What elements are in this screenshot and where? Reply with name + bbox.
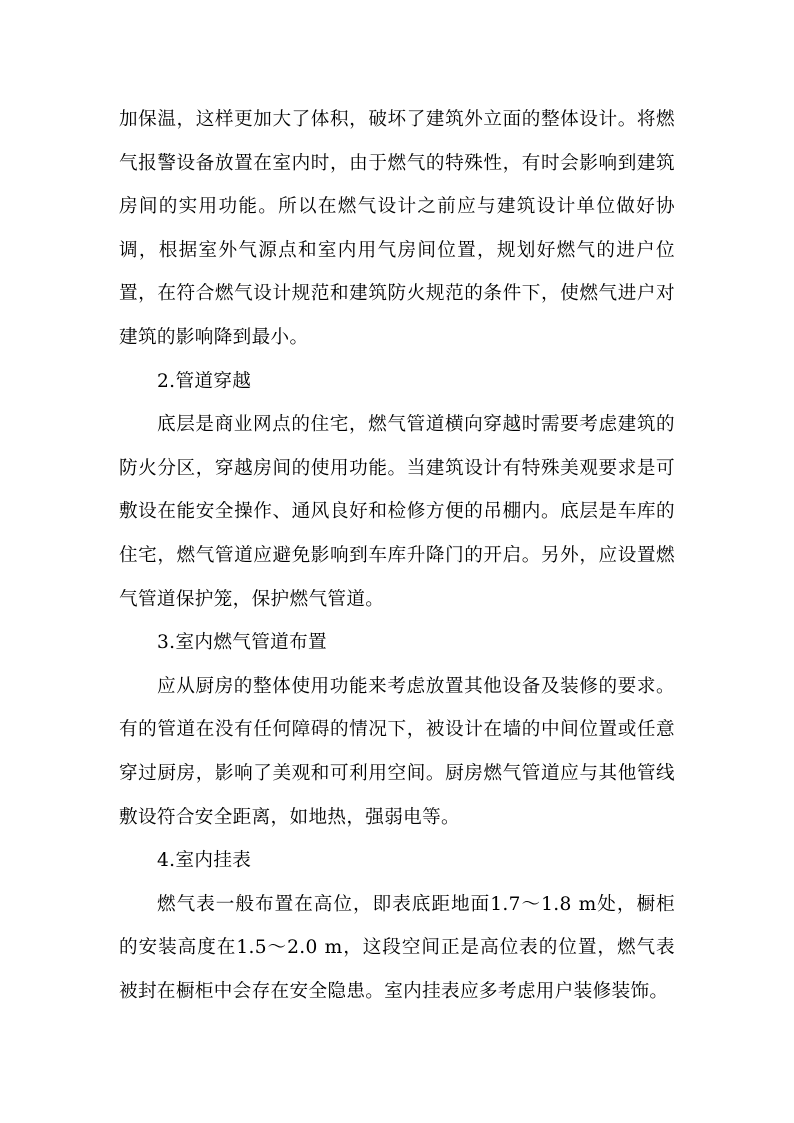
- paragraph-pipe-crossing: 底层是商业网点的住宅，燃气管道横向穿越时需要考虑建筑的防火分区，穿越房间的使用功能。当建筑设计有特殊美观要求是可敷设在能安全操作、通风良好和检修方便的吊棚内。底层是车库的住宅，燃气管道应避免影响到车库升降门的开启。另外，应设置燃气管道保护笼，保护燃气管道。: [119, 414, 675, 610]
- section-heading-3: 3.室内燃气管道布置: [157, 632, 327, 654]
- document-body: [119, 98, 675, 1013]
- section-heading-4: 4.室内挂表: [157, 850, 252, 872]
- paragraph-continuation: 加保温，这样更加大了体积，破坏了建筑外立面的整体设计。将燃气报警设备放置在室内时，由于燃气的特殊性，有时会影响到建筑房间的实用功能。所以在燃气设计之前应与建筑设计单位做好协调，根据室外气源点和室内用气房间位置，规划好燃气的进户位置，在符合燃气设计规范和建筑防火规范的条件下，使燃气进户对建筑的影响降到最小。: [119, 109, 675, 348]
- paragraph-indoor-meter: 燃气表一般布置在高位，即表底距地面1.7～1.8 m处，橱柜的安装高度在1.5～2.0 m，这段空间正是高位表的位置，燃气表被封在橱柜中会存在安全隐患。室内挂表应多考虑用户装修装饰。: [119, 893, 675, 1002]
- paragraph-indoor-pipe-layout: 应从厨房的整体使用功能来考虑放置其他设备及装修的要求。有的管道在没有任何障碍的情况下，被设计在墙的中间位置或任意穿过厨房，影响了美观和可利用空间。厨房燃气管道应与其他管线敷设符合安全距离，如地热，强弱电等。: [119, 675, 675, 828]
- section-heading-2: 2.管道穿越: [157, 370, 252, 392]
